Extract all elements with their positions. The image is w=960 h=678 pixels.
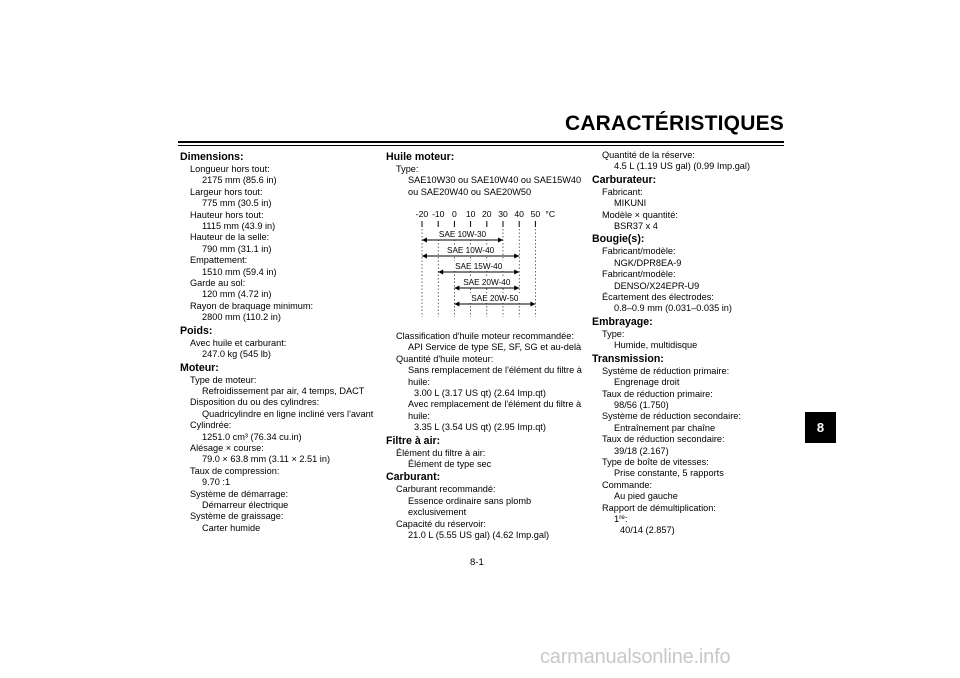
spec-value: 4.5 L (1.19 US gal) (0.99 Imp.gal) [614,161,751,172]
arrow-left [422,254,427,259]
column-2-top [386,150,581,198]
spec-label: Largeur hors tout: [190,186,263,197]
spec-value: 40/14 (2.857) [620,525,675,536]
oil-viscosity-chart [386,205,586,322]
column-3 [592,150,750,537]
section-heading: Filtre à air: [386,434,441,447]
tick-label: 0 [452,209,457,219]
spec-value: huile: [408,410,430,421]
spec-label: Disposition du ou des cylindres: [190,397,320,408]
arrow-left [454,302,459,307]
section-heading: Dimensions: [180,151,244,163]
spec-label: Fabricant/modèle: [602,269,676,280]
spec-label: Système de graissage: [190,511,284,522]
series-label: SAE 15W-40 [455,262,503,271]
spec-value: 1115 mm (43.9 in) [202,221,276,232]
spec-label: Taux de réduction secondaire: [602,434,725,445]
page-number: 8-1 [470,557,484,568]
spec-value: 2175 mm (85.6 in) [202,175,277,186]
spec-value: 3.00 L (3.17 US qt) (2.64 Imp.qt) [414,388,546,399]
section-heading: Bougie(s): [592,233,645,246]
spec-value: SAE10W30 ou SAE10W40 ou SAE15W40 [408,175,582,186]
chapter-tab: 8 [805,412,836,443]
spec-label: Longueur hors tout: [190,164,270,174]
spec-value: 98/56 (1.750) [614,399,669,410]
spec-value: 1510 mm (59.4 in) [202,266,277,277]
spec-label: Type: [602,328,625,339]
spec-value: Humide, multidisque [614,340,698,351]
arrow-right [498,238,503,243]
spec-value: 79.0 × 63.8 mm (3.11 × 2.51 in) [202,454,331,465]
spec-label: Fabricant/modèle: [602,246,676,257]
section-heading: Carburant: [386,471,441,484]
spec-value: 2800 mm (110.2 in) [202,312,281,323]
spec-value: Prise constante, 5 rapports [614,468,724,479]
spec-value: Refroidissement par air, 4 temps, DACT [202,385,365,396]
spec-value: Avec remplacement de l'élément du filtre à [408,399,582,410]
section-heading: Carburateur: [592,173,657,186]
arrow-right [514,254,519,259]
spec-value: Élément de type sec [408,459,492,470]
spec-label: Carburant recommandé: [396,484,496,495]
column-1 [180,150,373,534]
spec-value: huile: [408,376,430,387]
spec-value: MIKUNI [614,198,647,209]
spec-label: Quantité d'huile moteur: [396,353,494,364]
arrow-left [422,238,427,243]
page-title: CARACTÉRISTIQUES [564,112,784,135]
spec-label: Commande: [602,479,653,490]
section-heading: Poids: [180,324,213,337]
section-heading: Moteur: [180,361,219,374]
spec-label: Type de boîte de vitesses: [602,456,709,467]
spec-label: Système de démarrage: [190,488,289,499]
spec-value: exclusivement [408,507,467,518]
title-rule-thin [178,145,784,146]
spec-value: Sans remplacement de l'élément du filtre à [408,365,582,376]
spec-value: Engrenage droit [614,377,680,388]
spec-label: Rayon de braquage minimum: [190,300,314,311]
spec-value: 39/18 (2.167) [614,445,669,456]
spec-value: Carter humide [202,522,261,533]
arrow-right [530,302,535,307]
tick-label: 10 [465,209,476,219]
spec-label: Modèle × quantité: [602,209,678,220]
tick-label: 40 [514,209,524,219]
tick-label: 50 [530,209,541,219]
spec-value: 120 mm (4.72 in) [202,289,272,300]
arrow-left [438,270,443,275]
spec-value: Démarreur électrique [202,499,289,510]
spec-value: Essence ordinaire sans plomb [408,495,532,506]
spec-value: DENSO/X24EPR-U9 [614,280,700,291]
gear-label: 1re: [614,513,628,524]
spec-value: NGK/DPR8EA-9 [614,257,682,268]
spec-label: Alésage × course: [190,442,264,453]
spec-value: BSR37 x 4 [614,221,658,232]
spec-label: Fabricant: [602,186,643,197]
arrow-right [514,270,519,275]
tick-label: -20 [415,209,429,219]
spec-value: 790 mm (31.1 in) [202,243,272,254]
spec-label: Écartement des électrodes: [602,292,714,303]
spec-label: Taux de compression: [190,465,280,476]
tick-label: 30 [498,209,508,219]
column-2-bottom [386,331,582,542]
arrow-left [454,286,459,291]
spec-label: Système de réduction primaire: [602,365,730,376]
spec-value: Au pied gauche [614,491,678,502]
spec-label: Rapport de démultiplication: [602,502,716,513]
spec-value: ou SAE20W40 ou SAE20W50 [408,186,532,197]
section-heading: Embrayage: [592,315,653,328]
spec-value: 3.35 L (3.54 US qt) (2.95 Imp.qt) [414,422,546,433]
spec-value: 0.8–0.9 mm (0.031–0.035 in) [614,303,732,314]
spec-label: Avec huile et carburant: [190,337,287,348]
spec-value: 1251.0 cm³ (76.34 cu.in) [202,431,302,442]
spec-label: Hauteur de la selle: [190,232,270,243]
spec-value: Quadricylindre en ligne incliné vers l'avant [202,408,374,419]
spec-value: 775 mm (30.5 in) [202,198,272,209]
section-heading: Transmission: [592,352,664,365]
spec-label: Système de réduction secondaire: [602,411,741,422]
series-label: SAE 20W-50 [471,294,519,303]
series-label: SAE 10W-40 [447,246,495,255]
series-label: SAE 10W-30 [438,230,487,239]
spec-label: Élément du filtre à air: [396,447,486,458]
spec-value: 21.0 L (5.55 US gal) (4.62 Imp.gal) [408,530,550,541]
spec-value: 9.70 :1 [202,477,231,488]
series-label: SAE 20W-40 [463,278,511,287]
unit-label: °C [545,209,556,219]
arrow-right [514,286,519,291]
spec-value: Entraînement par chaîne [614,422,716,433]
spec-label: Taux de réduction primaire: [602,388,713,399]
section-heading: Huile moteur: [386,151,455,163]
spec-label: Capacité du réservoir: [396,518,486,529]
footer-watermark: carmanualsonline.info [540,646,731,668]
spec-label: Cylindrée: [190,420,232,431]
spec-label: Garde au sol: [190,278,246,289]
spec-value: API Service de type SE, SF, SG et au-delà [408,342,582,353]
spec-label: Hauteur hors tout: [190,209,264,220]
spec-label: Type de moteur: [190,374,257,385]
tick-label: -10 [431,209,445,219]
spec-value: 247.0 kg (545 lb) [202,349,271,360]
spec-label: Quantité de la réserve: [602,150,695,160]
spec-label: Type: [396,164,419,174]
tick-label: 20 [482,209,492,219]
title-rule-thick [178,141,784,143]
spec-label: Empattement: [190,255,248,266]
spec-label: Classification d'huile moteur recommandée: [396,331,574,341]
